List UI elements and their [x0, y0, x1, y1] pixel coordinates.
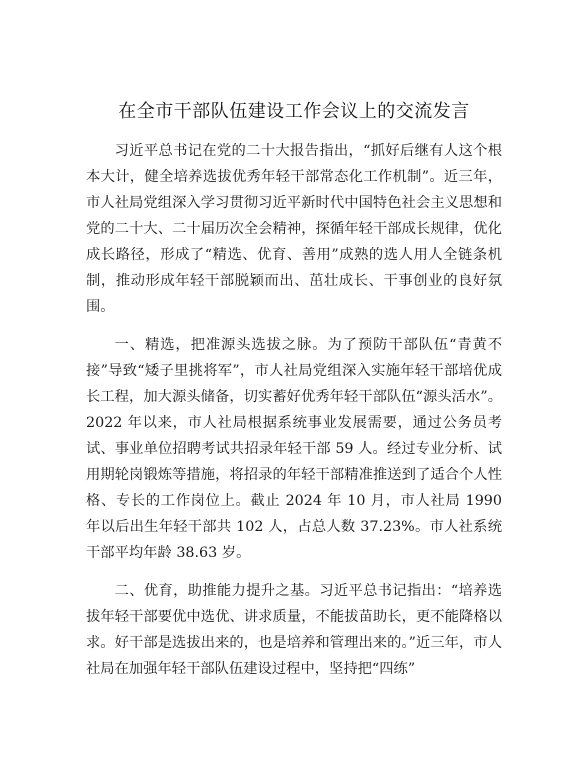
section-heading-1: 一、精选，把准源头选拔之脉。 [114, 337, 328, 353]
paragraph-section-1 [86, 332, 502, 566]
paragraph-text: 习近平总书记在党的二十大报告指出，“抓好后继有人这个根本大计，健全培养选拔优秀年轻干部常态化工作机制”。近三年，市人社局党组深入学习贯彻习近平新时代中国特色社会主义思想和党的二十大、二十届历次全会精神，探循年轻干部成长规律，优化成长路径，形成了“精选、优育、善用”成熟的选人用人全链条机制，推动形成年轻干部脱颖而出、茁壮成长、干事创业的良好氛围。 [86, 143, 502, 315]
document-title: 在全市干部队伍建设工作会议上的交流发言 [118, 101, 470, 122]
paragraph-text: 习近平总书记指出：“培养选拔年轻干部要优中选优、讲求质量，不能拔苗助长，更不能降格以求。好干部是选拔出来的，也是培养和管理出来的。”近三年，市人社局在加强年轻干部队伍建设过程中，坚持把“四练” [86, 583, 503, 677]
paragraph-text: 为了预防干部队伍“青黄不接”导致“矮子里挑将军”，市人社局党组深入实施年轻干部培优成长工程，加大源头储备，切实蓄好优秀年轻干部队伍“源头活水”。2022 年以来，市人社局根据系统事业发展需要，通过公务员考试、事业单位招聘考试共招录年轻干部 59 人。经过专业分析、试用期轮岗锻炼等措施，将招录的年轻干部精准推送到了适合个人性格、专长的工作岗位上。截止 2024 年 10 月，市人社局 1990 年以后出生年轻干部共 102 人，占总人数 37.23%。市人社系统干部平均年龄 38.63 岁。 [86, 337, 503, 561]
paragraph-section-2 [86, 578, 502, 682]
paragraph-intro [86, 138, 502, 320]
section-heading-2: 二、优育，助推能力提升之基。 [114, 583, 320, 599]
